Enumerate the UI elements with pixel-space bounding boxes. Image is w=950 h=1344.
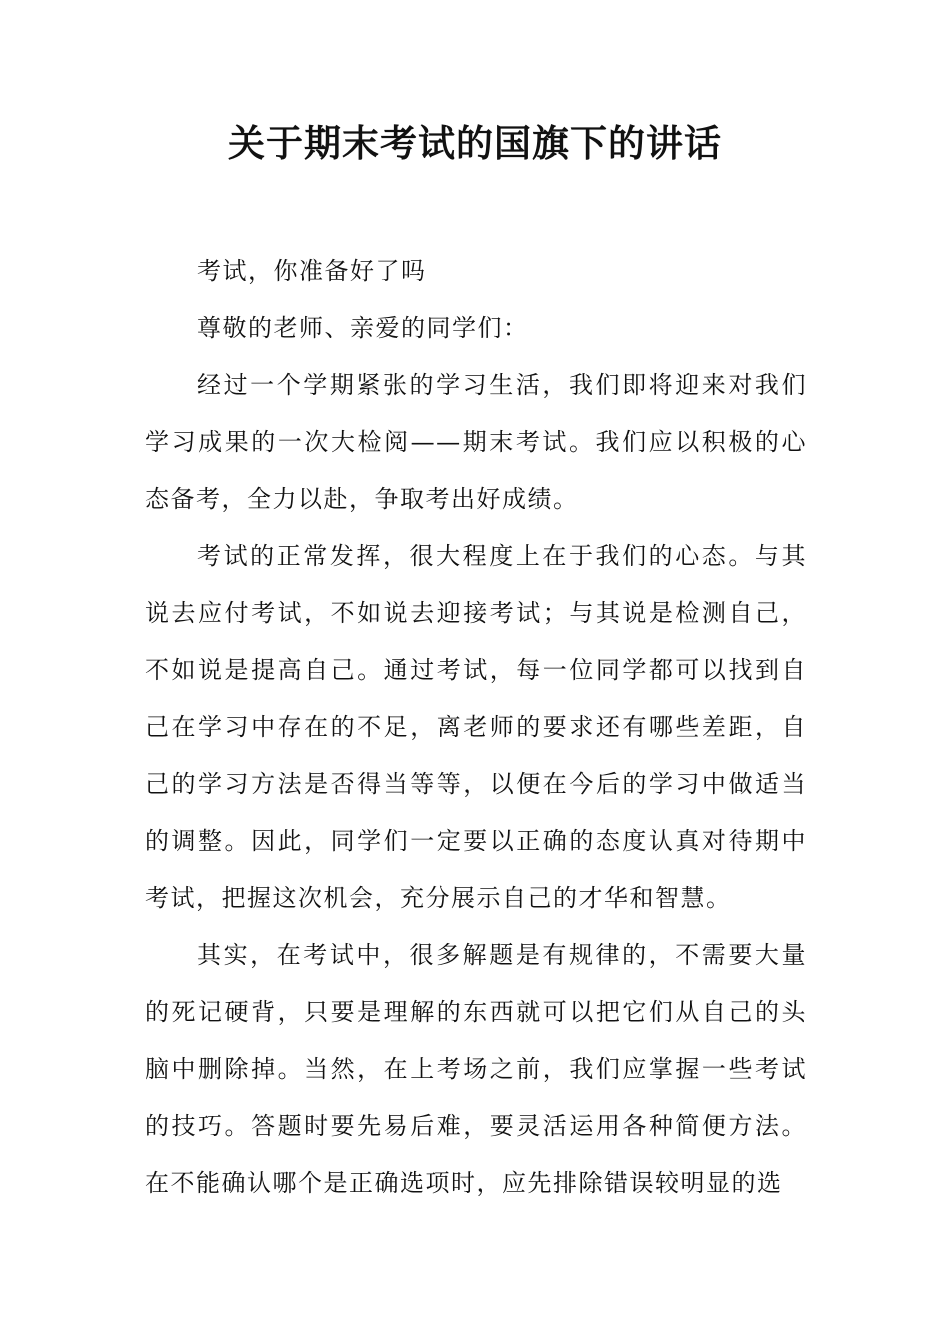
paragraph: 考试的正常发挥，很大程度上在于我们的心态。与其说去应付考试，不如说去迎接考试；与其说是检测自己，不如说是提高自己。通过考试，每一位同学都可以找到自己在学习中存在的不足，离老师的要求还有哪些差距，自己的学习方法是否得当等等，以便在今后的学习中做适当的调整。因此，同学们一定要以正确的态度认真对待期中考试，把握这次机会，充分展示自己的才华和智慧。 bbox=[145, 542, 807, 912]
paragraph: 其实，在考试中，很多解题是有规律的，不需要大量的死记硬背，只要是理解的东西就可以把它们从自己的头脑中删除掉。当然，在上考场之前，我们应掌握一些考试的技巧。答题时要先易后难，要灵活运用各种简便方法。在不能确认哪个是正确选项时，应先排除错误较明显的选 bbox=[145, 941, 807, 1197]
paragraph-subtitle: 考试，你准备好了吗 bbox=[197, 257, 427, 285]
document-body bbox=[145, 243, 807, 1212]
paragraph: 经过一个学期紧张的学习生活，我们即将迎来对我们学习成果的一次大检阅——期末考试。我们应以积极的心态备考，全力以赴，争取考出好成绩。 bbox=[145, 371, 807, 513]
document-title: 关于期末考试的国旗下的讲话 bbox=[228, 121, 722, 165]
paragraph-salutation: 尊敬的老师、亲爱的同学们： bbox=[197, 314, 529, 342]
